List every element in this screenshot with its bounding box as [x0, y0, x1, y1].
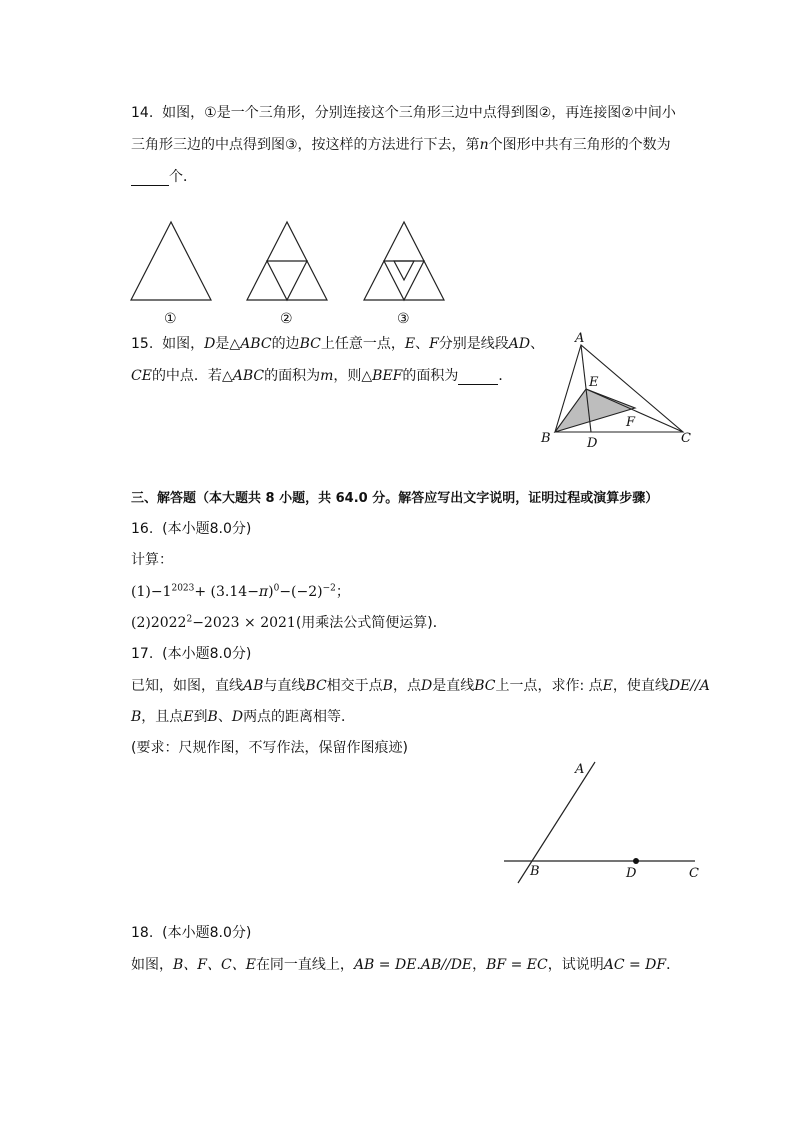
point-d: [633, 858, 639, 864]
label-a: A: [575, 331, 585, 346]
figure-3-innermost-triangle: [394, 261, 414, 280]
q14-line2: 三角形三边的中点得到图③，按这样的方法进行下去，第n个图形中共有三角形的个数为: [131, 137, 671, 153]
answer-blank[interactable]: [458, 368, 498, 385]
q16-part1: $(1)-1^{2023}+ (3.14-\pi)^0-(-2)^{-2}$；: [131, 583, 350, 600]
q18-line1: 如图，B、F、C、E在同一直线上，AB = DE.AB//DE，BF = EC，试说明AC = DF．: [131, 957, 681, 973]
label-c: C: [689, 866, 699, 881]
q16-header: 16. (本小题8.0分): [131, 521, 252, 537]
label-b: B: [541, 431, 551, 446]
q14-line1: 14. 如图，①是一个三角形，分别连接这个三角形三边中点得到图②，再连接图②中间小: [131, 105, 676, 121]
q17-number: 17.: [131, 646, 154, 662]
answer-blank[interactable]: [131, 169, 169, 186]
figure-2-inner-triangle: [267, 261, 307, 300]
q17-line2: B，且点E到B、D两点的距离相等．: [131, 709, 356, 725]
figure-1-label: ①: [164, 311, 177, 327]
q16-intro: 计算：: [131, 552, 173, 568]
figure-1-triangle: [131, 222, 211, 300]
label-e: E: [589, 375, 599, 390]
q15-line2: CE的中点．若△ABC的面积为m，则△BEF的面积为 ．: [131, 368, 513, 384]
q16-part2: $(2)2022^2-2023 \times 2021$(用乘法公式简便运算)．: [131, 614, 447, 631]
q17-line1: 已知，如图，直线AB与直线BC相交于点B，点D是直线BC上一点，求作: 点E，使直线DE//A: [131, 678, 710, 694]
q18-header: 18. (本小题8.0分): [131, 925, 252, 941]
figure-3-label: ③: [397, 311, 410, 327]
section-3-title: 三、解答题（本大题共 8 小题，共 64.0 分。解答应写出文字说明，证明过程或演算步骤）: [131, 491, 659, 506]
q15-line1: 15. 如图，D是△ABC的边BC上任意一点，E、F分别是线段AD、: [131, 336, 545, 352]
label-b: B: [530, 864, 540, 879]
label-a: A: [575, 762, 585, 777]
q14-line3: 个．: [131, 166, 197, 186]
q17-header: 17. (本小题8.0分): [131, 646, 252, 662]
label-d: D: [626, 866, 637, 881]
q17-figure: [500, 757, 710, 887]
q15-number: 15.: [131, 336, 154, 352]
q17-requirement: (要求：尺规作图，不写作法，保留作图痕迹): [131, 740, 408, 756]
label-c: C: [681, 431, 691, 446]
label-f: F: [626, 415, 636, 430]
q15-figure: [535, 328, 710, 453]
q16-number: 16.: [131, 521, 154, 537]
label-d: D: [587, 436, 598, 451]
q18-number: 18.: [131, 925, 154, 941]
q14-number: 14.: [131, 105, 154, 121]
figure-2-label: ②: [280, 311, 293, 327]
shaded-triangle-bef: [555, 389, 635, 432]
